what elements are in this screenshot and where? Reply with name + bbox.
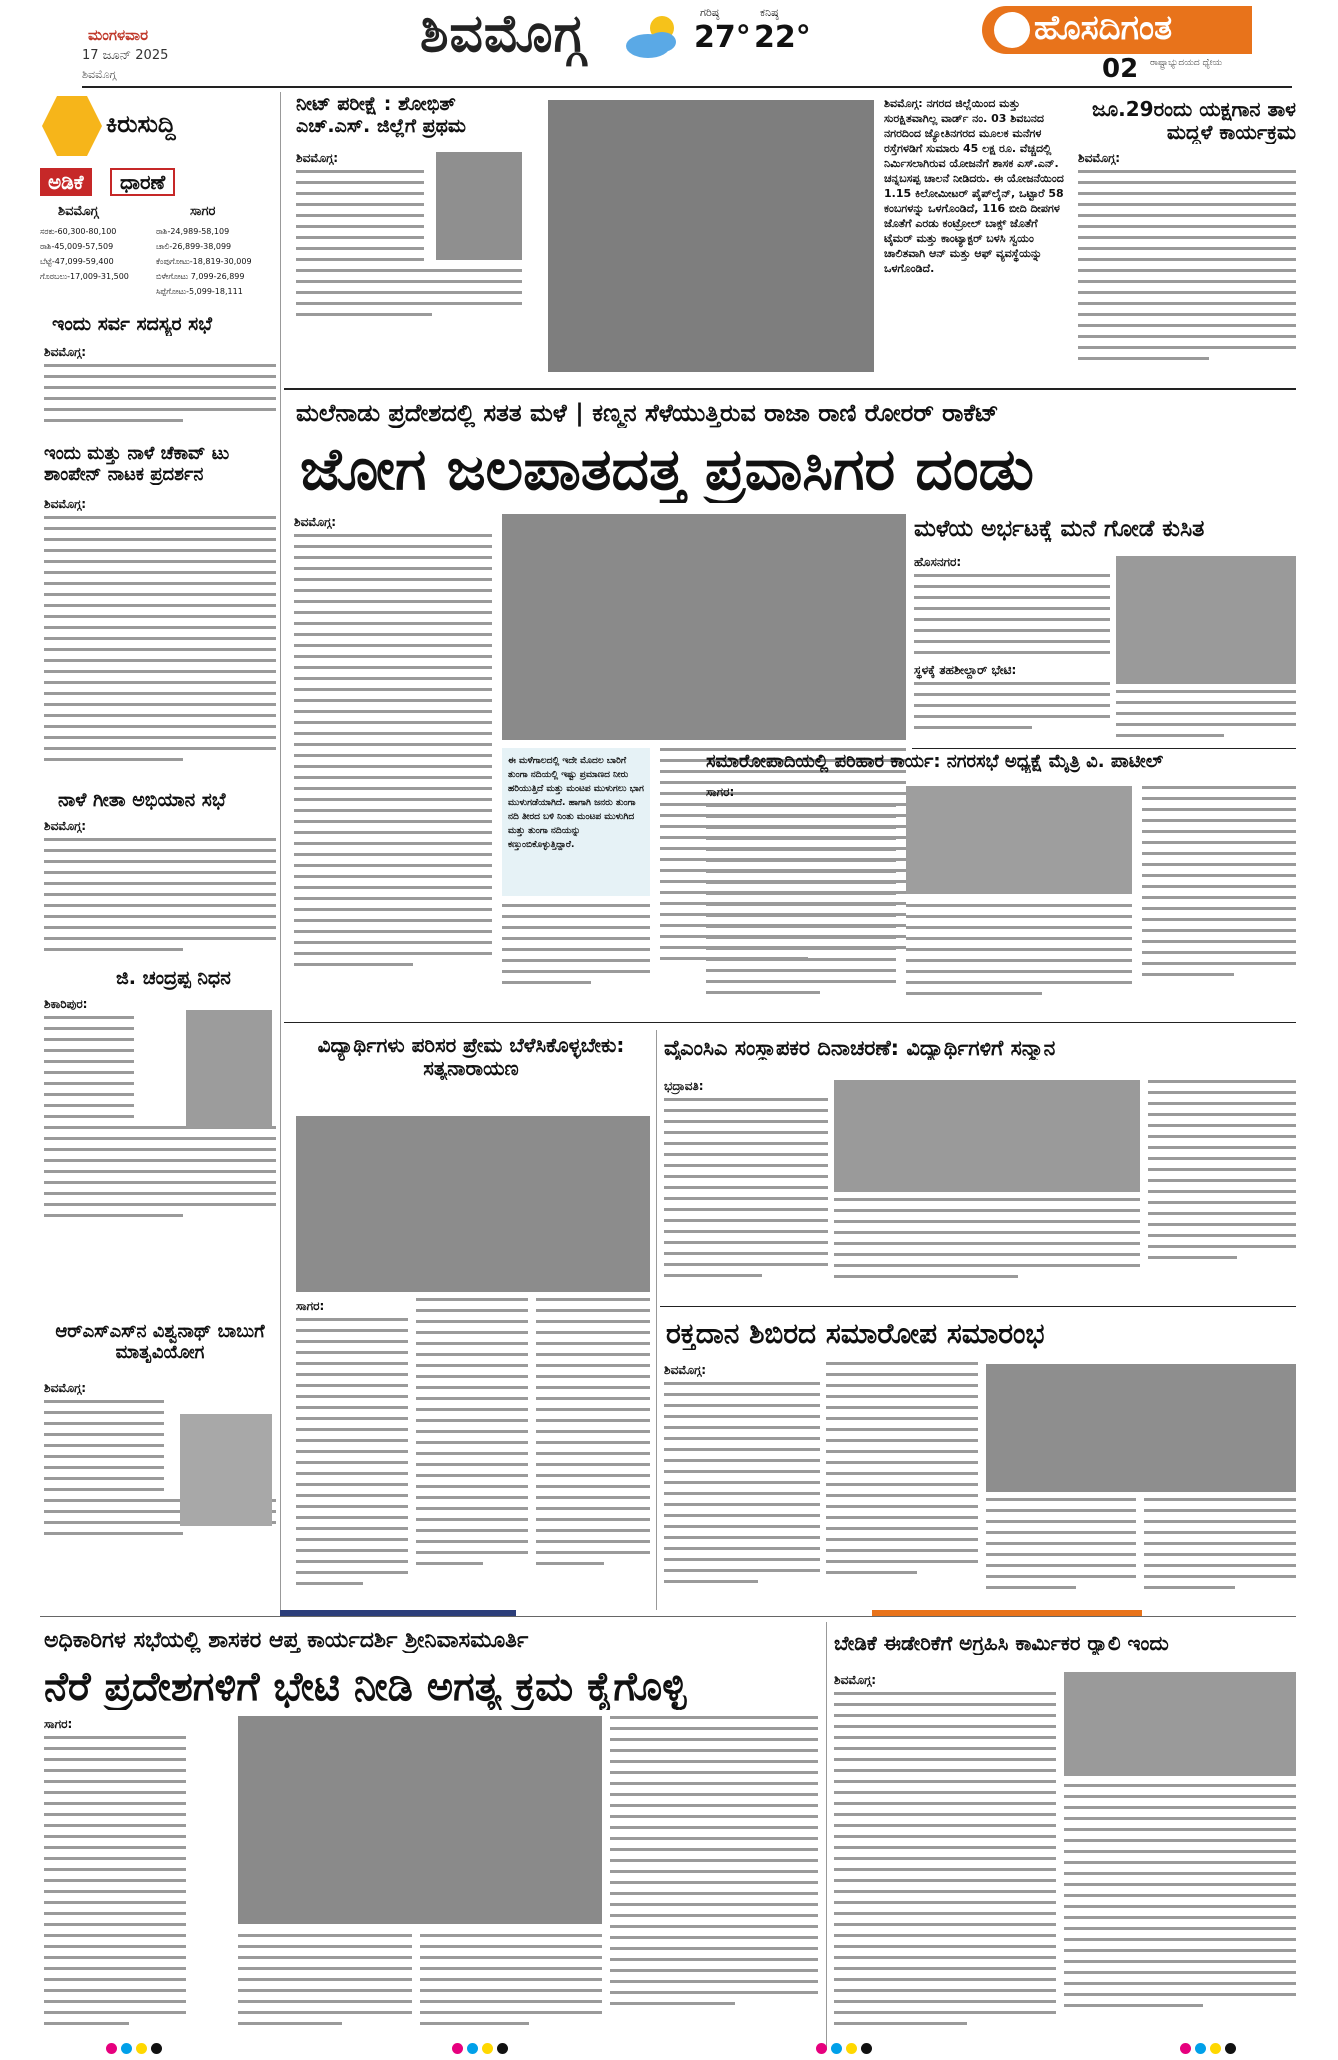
adike-table: [40, 224, 280, 299]
weather-icon: [622, 12, 684, 62]
jog-headline: ಜೋಗ ಜಲಪಾತದತ್ತ ಪ್ರವಾಸಿಗರ ದಂಡು: [300, 436, 1034, 503]
blood-col-3: [986, 1498, 1136, 1602]
left-h3-body: [44, 818, 276, 966]
left-h3: ನಾಳೆ ಗೀತಾ ಅಭಿಯಾನ ಸಭೆ: [58, 790, 226, 811]
adike-box: [40, 168, 280, 300]
left-h2-body: [44, 496, 276, 782]
adike-title-left: ಅಡಿಕೆ: [40, 168, 92, 196]
officials-col-2: [238, 1934, 412, 2046]
dateline: ಶಿವಮೊಗ್ಗ:: [294, 515, 337, 529]
chandrappa-photo: [186, 1010, 272, 1128]
dateline: ಸಾಗರ:: [44, 1717, 73, 1731]
rally-photo: [1064, 1672, 1296, 1776]
neet-body: [296, 150, 522, 370]
ymca-col-1: [664, 1078, 828, 1296]
adike-market-1: ಶಿವಮೊಗ್ಗ: [58, 204, 99, 219]
waterline-photo: [548, 100, 874, 372]
environment-col-3: [536, 1298, 650, 1604]
left-h2: ಇಂದು ಮತ್ತು ನಾಳೆ ಚೆಕಾವ್ ಟು ಶಾಂಪೇನ್ ನಾಟಕ ಪ್ರದರ್ಶನ: [44, 444, 230, 485]
masthead-day: ಮಂಗಳವಾರ: [88, 26, 149, 44]
officials-meeting-photo: [238, 1716, 602, 1924]
rain-house-headline: ಮಳೆಯ ಅರ್ಭಟಕ್ಕೆ ಮನೆ ಗೋಡೆ ಕುಸಿತ: [914, 516, 1205, 542]
jog-waterfall-photo: [502, 514, 906, 740]
adike-row: ಸರಕು-60,300-80,100 ರಾಶಿ-24,989-58,109: [40, 227, 230, 236]
dateline: ಹೊಸನಗರ:: [914, 555, 962, 569]
masthead-title: ಶಿವಮೊಗ್ಗ: [420, 4, 586, 64]
dateline: ಶಿವಮೊಗ್ಗ:: [664, 1363, 707, 1377]
rally-col-2: [1064, 1784, 1296, 2046]
ymca-col-2: [834, 1198, 1140, 1296]
dateline: ಶಿವಮೊಗ್ಗ:: [884, 97, 923, 110]
rain-house-body: [914, 554, 1110, 744]
kirusuddi-logo: [42, 96, 242, 156]
temp-min-label: ಕನಿಷ್ಠ: [760, 6, 779, 19]
adike-row: ಗೊರಬಲು-17,009-31,500 ಬಿಳೇಗೋಟು 7,099-26,899: [40, 272, 245, 281]
page-number: 02: [1102, 54, 1139, 84]
ymca-headline: ವೈಎಂಸಿಎ ಸಂಸ್ಥಾಪಕರ ದಿನಾಚರಣೆ: ವಿದ್ಯಾರ್ಥಿಗಳಿಗೆ ಸನ್ಮಾನ: [664, 1036, 1056, 1060]
left-h4: ಜಿ. ಚಂದ್ರಪ್ಪ ನಿಧನ: [116, 968, 231, 989]
registration-marks: [452, 2043, 508, 2054]
rally-headline: ಬೇಡಿಕೆ ಈಡೇರಿಕೆಗೆ ಅಗ್ರಹಿಸಿ ಕಾರ್ಮಿಕರ ರ‍್ಯಾಲಿ ಇಂದು: [834, 1632, 1169, 1655]
environment-photo: [296, 1116, 650, 1292]
waterline-story: [884, 96, 1064, 374]
rain-house-body-2: [1116, 690, 1296, 744]
left-h1-body: [44, 344, 276, 436]
officials-col-3: [420, 1934, 602, 2046]
blood-col-4: [1144, 1498, 1296, 1602]
left-h5: ಆರ್‌ಎಸ್‌ಎಸ್‌ನ ವಿಶ್ವನಾಥ್ ಬಾಬುಗೆ ಮಾತೃವಿಯೋಗ: [55, 1322, 265, 1363]
jog-callout-text: ಈ ಮಳೆಗಾಲದಲ್ಲಿ ಇದೇ ಮೊದಲ ಬಾರಿಗೆ ತುಂಗಾ ನದಿಯಲ್ಲಿ ಇಷ್ಟು ಪ್ರಮಾಣದ ನೀರು ಹರಿಯುತ್ತಿದೆ ಮತ್ತು ಮಂಟಪ ಮುಳುಗಲು ಭಾಗ ಮುಳುಗಡೆಯಾಗಿದೆ. ಹಾಗಾಗಿ ಜನರು ತುಂಗಾ ನದಿ ತೀರದ ಬಳಿ ನಿಂತು ಮಂಟಪ ಮುಳುಗಿದ ಮತ್ತು ತುಂಗಾ ನದಿಯನ್ನು ಕಣ್ತುಂಬಿಕೊಳ್ಳುತ್ತಿದ್ದಾರೆ.: [508, 756, 644, 850]
officials-col-1: [44, 1716, 186, 2046]
masthead-city: ಶಿವಮೊಗ್ಗ: [82, 68, 117, 81]
adike-row: ರಾಶಿ-45,009-57,509 ಚಾಲಿ-26,899-38,099: [40, 242, 232, 251]
registration-marks: [106, 2043, 162, 2054]
officials-kicker: ಅಧಿಕಾರಿಗಳ ಸಭೆಯಲ್ಲಿ ಶಾಸಕರ ಆಪ್ತ ಕಾರ್ಯದರ್ಶಿ ಶ್ರೀನಿವಾಸಮೂರ್ತಿ: [44, 1628, 529, 1653]
yakshagana-body: [1078, 150, 1296, 374]
environment-col-2: [416, 1298, 528, 1604]
dateline: ಭದ್ರಾವತಿ:: [664, 1079, 704, 1093]
dateline: ಸ್ಥಳಕ್ಕೆ ತಹಶೀಲ್ದಾರ್ ಭೇಟಿ:: [914, 663, 1017, 678]
nagarasabhe-headline: ಸಮಾರೋಪಾದಿಯಲ್ಲಿ ಪರಿಹಾರ ಕಾರ್ಯ: ನಗರಸಭೆ ಅಧ್ಯಕ್ಷೆ ಮೈತ್ರಿ ವಿ. ಪಾಟೀಲ್: [706, 752, 1164, 772]
kirusuddi-title: ಕಿರುಸುದ್ದಿ: [106, 110, 176, 138]
left-h1: ಇಂದು ಸರ್ವ ಸದಸ್ಯರ ಸಭೆ: [52, 314, 213, 335]
rally-col-1: [834, 1672, 1056, 2046]
nagarasabhe-col-1: [706, 784, 896, 1016]
brand-logo-icon: [994, 12, 1030, 48]
adike-row: ಬೆಟ್ಟೆ-47,099-59,400 ಕೆಂಪುಗೋಟು-18,819-30,009: [40, 257, 252, 266]
registration-marks: [1180, 2043, 1236, 2054]
dateline: ಶಿಕಾರಿಪುರ:: [44, 997, 88, 1011]
relief-photo: [906, 786, 1132, 894]
jog-callout: [502, 748, 650, 896]
dateline: ಶಿವಮೊಗ್ಗ:: [44, 1381, 87, 1395]
adike-title-right: ಧಾರಣೆ: [110, 168, 175, 196]
neet-headline: ನೀಟ್ ಪರೀಕ್ಷೆ : ಶೋಭಿತ್ ಎಚ್.ಎಸ್. ಜಿಲ್ಲೆಗೆ ಪ್ರಥಮ: [296, 94, 466, 137]
blood-headline: ರಕ್ತದಾನ ಶಿಬಿರದ ಸಮಾರೋಪ ಸಮಾರಂಭ: [666, 1318, 1045, 1350]
brand-name: ಹೊಸದಿಗಂತ: [1034, 8, 1173, 48]
jog-col-3: [502, 904, 650, 1014]
dateline: ಶಿವಮೊಗ್ಗ:: [44, 497, 87, 511]
temp-min: 22°: [754, 20, 811, 55]
temp-max-label: ಗರಿಷ್ಠ: [700, 6, 720, 19]
blood-donation-photo: [986, 1364, 1296, 1492]
dateline: ಶಿವಮೊಗ್ಗ:: [834, 1673, 877, 1687]
brand-tagline: ರಾಷ್ಟ್ರಾಭ್ಯುದಯದ ಧ್ಯೇಯ: [1150, 58, 1223, 68]
adike-row: ಸಿಪ್ಪೆಗೋಟು-5,099-18,111: [156, 287, 243, 296]
jog-col-1: [294, 514, 492, 1014]
registration-marks: [816, 2043, 872, 2054]
environment-headline: ವಿದ್ಯಾರ್ಥಿಗಳು ಪರಿಸರ ಪ್ರೇಮ ಬೆಳೆಸಿಕೊಳ್ಳಬೇಕು: ಸತ್ಯನಾರಾಯಣ: [317, 1034, 625, 1080]
ymca-col-3: [1148, 1080, 1296, 1296]
yakshagana-headline: ಜೂ.29ರಂದು ಯಕ್ಷಗಾನ ತಾಳ ಮದ್ದಳೆ ಕಾರ್ಯಕ್ರಮ: [1091, 98, 1296, 144]
blood-col-2: [826, 1362, 978, 1602]
adike-market-2: ಸಾಗರ: [190, 204, 216, 219]
masthead: [0, 0, 1338, 88]
hand-icon: [42, 96, 102, 156]
jog-kicker: ಮಲೆನಾಡು ಪ್ರದೇಶದಲ್ಲಿ ಸತತ ಮಳೆ | ಕಣ್ಮನ ಸೆಳೆಯುತ್ತಿರುವ ರಾಜಾ ರಾಣಿ ರೋರರ್ ರಾಕೆಟ್: [296, 400, 999, 427]
nagarasabhe-col-2: [906, 904, 1132, 1016]
ymca-photo: [834, 1080, 1140, 1192]
dateline: ಶಿವಮೊಗ್ಗ:: [44, 819, 87, 833]
dateline: ಶಿವಮೊಗ್ಗ:: [44, 345, 87, 359]
environment-col-1: [296, 1298, 408, 1604]
officials-col-4: [610, 1716, 818, 2046]
waterline-body: ನಗರದ ಜಿಲ್ಲೆಯಿಂದ ಮತ್ತು ಸುರಕ್ಷಿತವಾಗಿಲ್ಲ ವಾರ್ಡ್ ನಂ. 03 ಶಿವಬನದ ನಗರದಿಂದ ಜ್ಯೋತಿನಗರದ ಮೂಲಕ ಮನೆಗಳ ರಸ್ತೆಗಳಡಿಗೆ ಸುಮಾರು 45 ಲಕ್ಷ ರೂ. ವೆಚ್ಚದಲ್ಲಿ ನಿರ್ಮಿಸಲಾಗಿರುವ ಯೋಜನೆಗೆ ಶಾಸಕ ಎಸ್.ಎನ್. ಚನ್ನಬಸಪ್ಪ ಚಾಲನೆ ನೀಡಿದರು. ಈ ಯೋಜನೆಯಿಂದ 1.15 ಕಿಲೋಮೀಟರ್ ಪೈಪ್‌ಲೈನ್, ಒಟ್ಟಾರೆ 58 ಕಂಬಗಳನ್ನು ಒಳಗೊಂಡಿದೆ, 116 ಬೀದಿ ದೀಪಗಳ ಜೊತೆಗೆ ಎರಡು ಕಂಟ್ರೋಲ್ ಬಾಕ್ಸ್ ಜೊತೆಗೆ ಟೈಮರ್ ಮತ್ತು ಕಾಂಟ್ಯಾಕ್ಟರ್ ಬಳಸಿ ಸ್ವಯಂ ಚಾಲಿತವಾಗಿ ಆನ್ ಮತ್ತು ಆಫ್ ವ್ಯವಸ್ಥೆಯನ್ನು ಒಳಗೊಂಡಿದೆ.: [884, 97, 1064, 275]
obituary-photo: [180, 1414, 272, 1526]
nagarasabhe-col-3: [1142, 786, 1296, 1016]
dateline: ಸಾಗರ:: [296, 1299, 325, 1313]
dateline: ಸಾಗರ:: [706, 785, 735, 799]
temp-max: 27°: [694, 20, 751, 55]
officials-headline: ನೆರೆ ಪ್ರದೇಶಗಳಿಗೆ ಭೇಟಿ ನೀಡಿ ಅಗತ್ಯ ಕ್ರಮ ಕೈಗೊಳ್ಳಿ: [44, 1664, 687, 1710]
dateline: ಶಿವಮೊಗ್ಗ:: [296, 151, 339, 165]
blood-col-1: [664, 1362, 820, 1602]
masthead-date: 17 ಜೂನ್ 2025: [82, 48, 169, 63]
dateline: ಶಿವಮೊಗ್ಗ:: [1078, 151, 1121, 165]
collapsed-wall-photo: [1116, 556, 1296, 684]
